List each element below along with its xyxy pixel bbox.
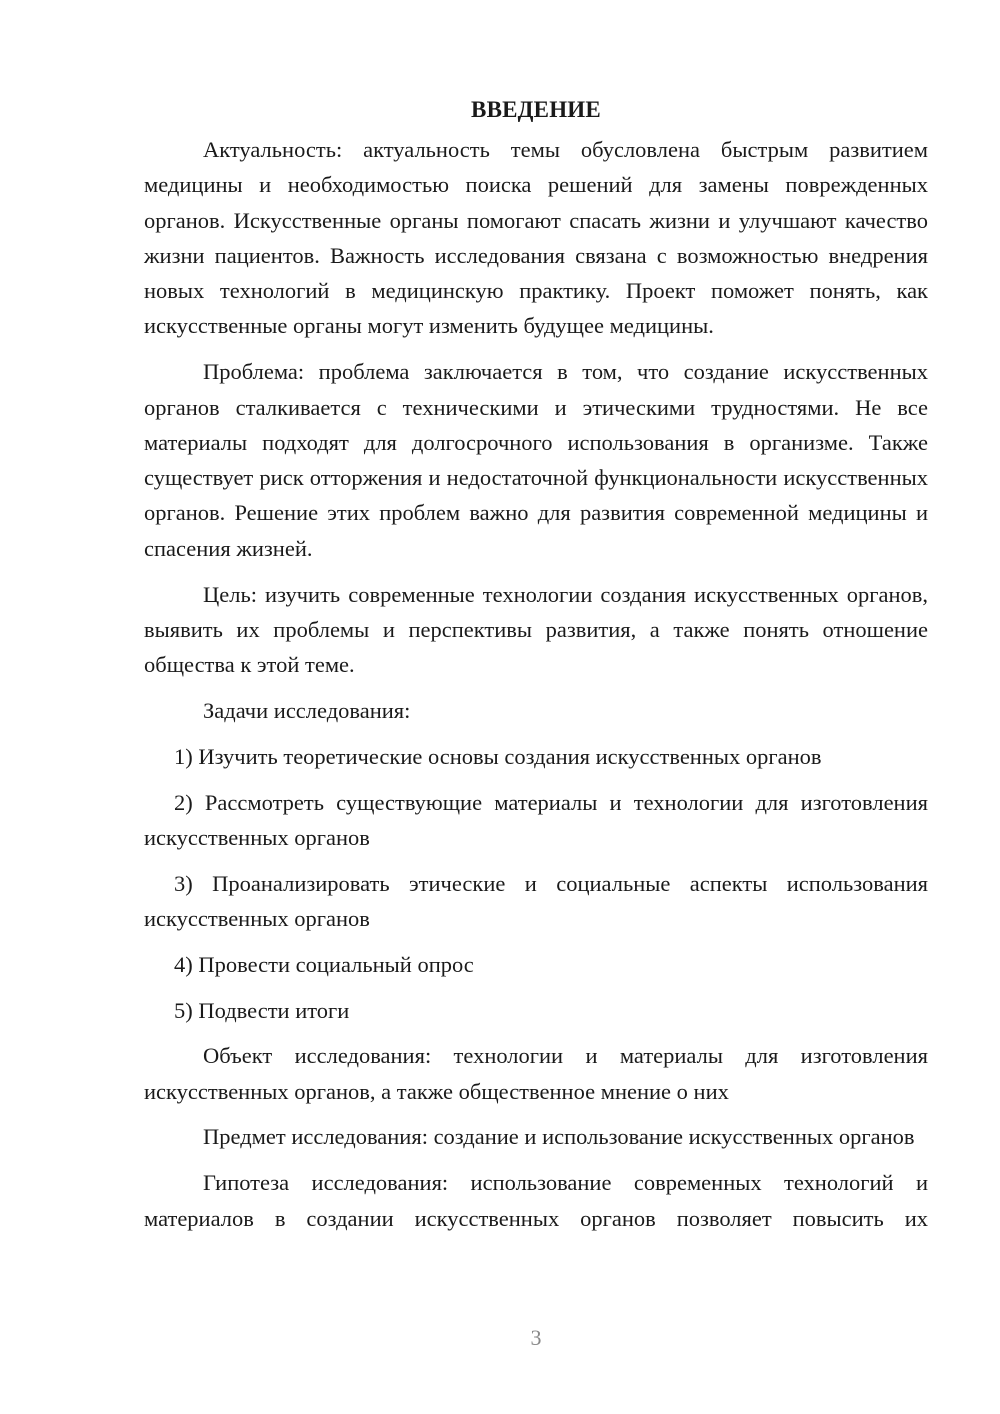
list-item-task-4: 4) Провести социальный опрос — [174, 951, 474, 977]
paragraph-goal: Цель: изучить современные технологии создания искусственных органов, выявить их проблемы и перспективы развития, а также понять отношение общества к этой теме. — [144, 581, 928, 678]
paragraph-problem: Проблема: проблема заключается в том, что создание искусственных органов сталкивается с техническими и этическими трудностями. Не все материалы подходят для долгосрочного использования в организме. Также существует риск отторжения и недостаточной функциональности искусственных органов. Решение этих проблем важно для развития современной медицины и спасения жизней. — [144, 359, 928, 561]
list-item-task-5: 5) Подвести итоги — [174, 997, 350, 1023]
list-item-task-1: 1) Изучить теоретические основы создания искусственных органов — [174, 743, 822, 769]
paragraph-object: Объект исследования: технологии и материалы для изготовления искусственных органов, а также общественное мнение о них — [144, 1043, 928, 1104]
list-item-task-3: 3) Проанализировать этические и социальные аспекты использования искусственных органов — [144, 870, 928, 931]
paragraph-subject: Предмет исследования: создание и использование искусственных органов — [203, 1124, 915, 1150]
document-page — [144, 92, 928, 1236]
page-title: ВВЕДЕНИЕ — [471, 97, 601, 122]
paragraph-tasks-heading: Задачи исследования: — [203, 697, 411, 723]
page-number: 3 — [530, 1325, 542, 1350]
list-item-task-2: 2) Рассмотреть существующие материалы и технологии для изготовления искусственных органов — [144, 789, 928, 850]
paragraph-relevance: Актуальность: актуальность темы обусловлена быстрым развитием медицины и необходимостью поиска решений для замены поврежденных органов. Искусственные органы помогают спасать жизни и улучшают качество жизни пациентов. Важность исследования связана с возможностью внедрения новых технологий в медицинскую практику. Проект поможет понять, как искусственные органы могут изменить будущее медицины. — [144, 137, 928, 339]
paragraph-hypothesis: Гипотеза исследования: использование современных технологий и материалов в создании искусственных органов позволяет повысить их — [144, 1170, 928, 1231]
